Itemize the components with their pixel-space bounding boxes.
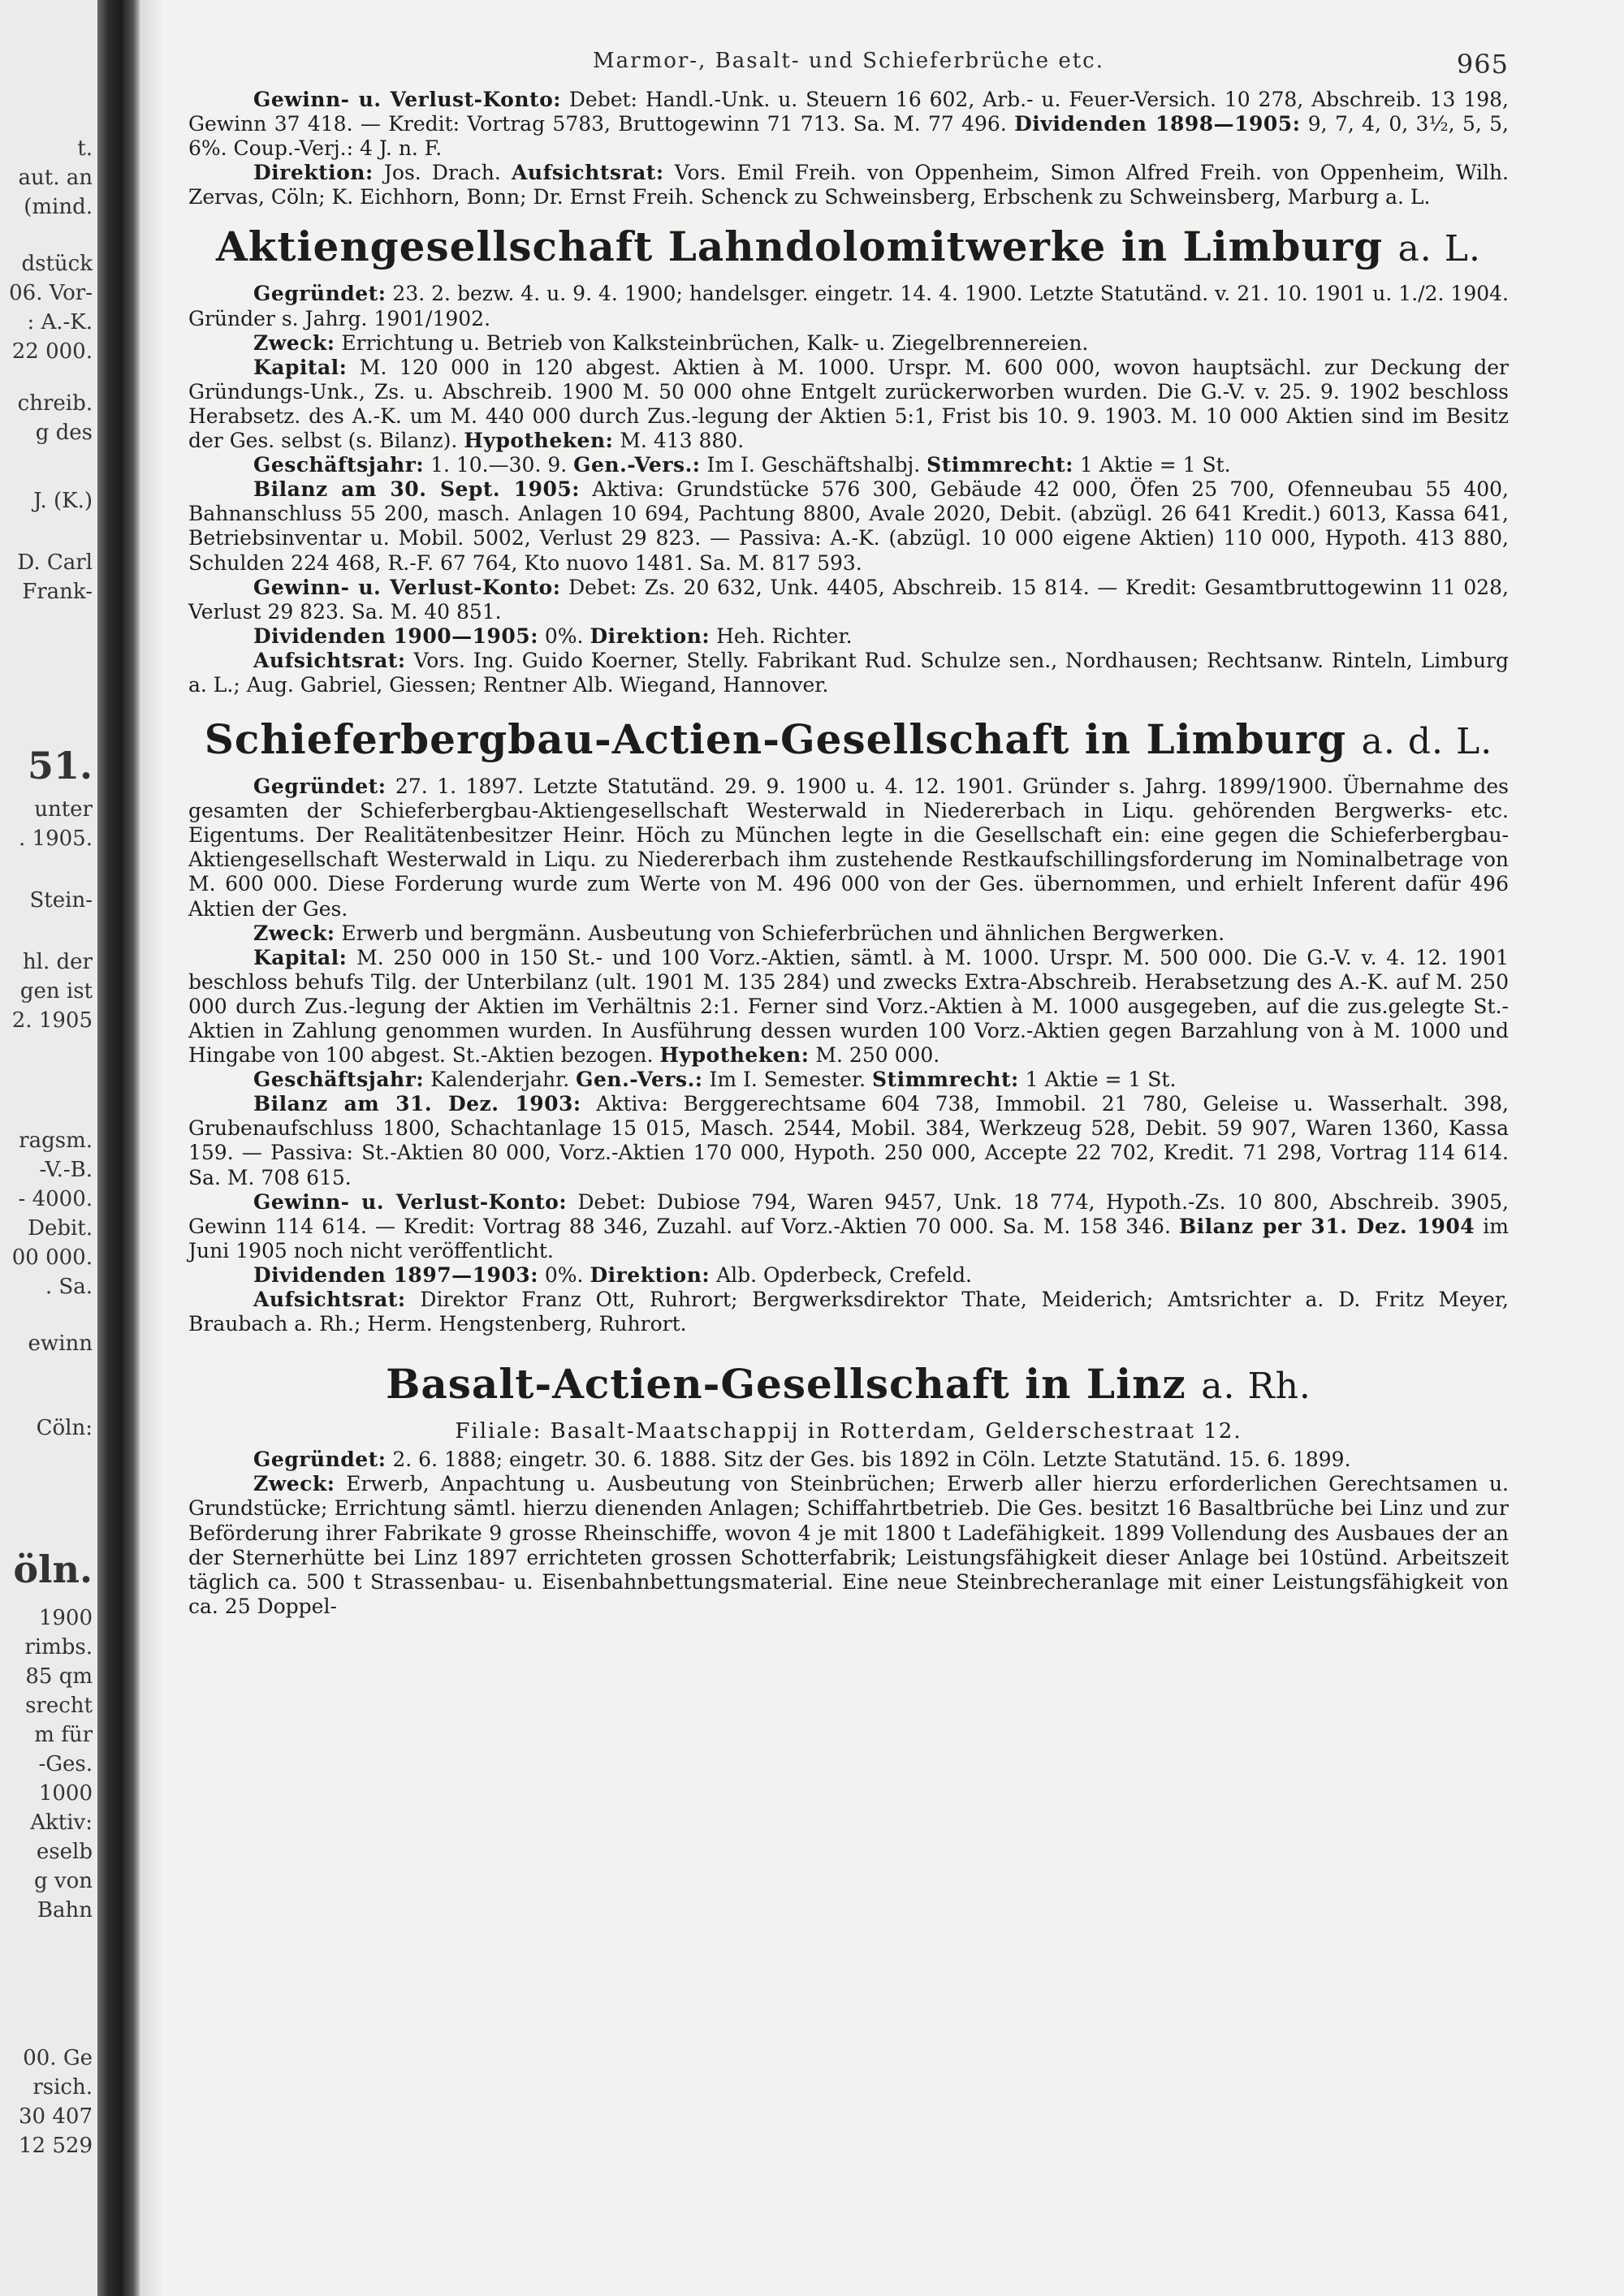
facing-page-text: 22 000. [11,339,93,364]
paragraph: Zweck: Erwerb und bergmänn. Ausbeutung von Schieferbrüchen und ähnlichen Bergwerken. [253,921,1225,945]
page-number: 965 [1456,49,1509,80]
facing-page-text: Debit. [28,1216,93,1241]
paragraph: Kapital: M. 250 000 in 150 St.- und 100 Vorz.-Aktien, sämtl. à M. 1000. Urspr. M. 500 000. Die G.-V. v. 4. 12. 1901 beschloss behufs Tilg. der Unterbilanz (ult. 1901 M. 135 284) und zwecks Extra-Abschreib. Herabsetzung des A.-K. auf M. 250 000 durch Zus.-legung der Aktien im Verhältnis 2:1. Ferner sind Vorz.-Aktien à M. 1000 ausgegeben, auf die zus.gelegte St.-Aktien in Zahlung genommen wurden. In Ausführung dessen wurden 100 Vorz.-Aktien gegen Barzahlung von à M. 1000 und Hingabe von 100 abgest. St.-Aktien bezogen. Hypotheken: M. 250 000. [188,945,1509,1068]
facing-page-text: unter [34,797,93,822]
top-block [188,88,1509,209]
facing-page-text: . Sa. [45,1275,93,1299]
paragraph: Dividenden 1897—1903: 0%. Direktion: Alb. Opderbeck, Crefeld. [253,1262,972,1287]
facing-page-text: Bahn [37,1898,93,1923]
paragraph: Geschäftsjahr: 1. 10.—30. 9. Gen.-Vers.: Im I. Geschäftshalbj. Stimmrecht: 1 Aktie = 1 St. [253,453,1231,477]
paragraph: Dividenden 1900—1905: 0%. Direktion: Heh. Richter. [253,624,853,648]
paragraph: Gegründet: 2. 6. 1888; eingetr. 30. 6. 1888. Sitz der Ges. bis 1892 in Cöln. Letzte Statutänd. 15. 6. 1899. [253,1448,1351,1472]
facing-page-text: 30 407 [19,2104,93,2129]
facing-page-text: Cöln: [36,1416,93,1440]
facing-page-text: Stein- [29,888,93,913]
section-body-lahndolomitwerke [188,282,1509,697]
section-heading-lahndolomitwerke: Aktiengesellschaft Lahndolomitwerke in Limburg a. L. [215,222,1481,271]
paragraph: Kapital: M. 120 000 in 120 abgest. Aktien à M. 1000. Urspr. M. 600 000, wovon hauptsächl. zur Deckung der Gründungs-Unk., Zs. u. Abschreib. 1900 M. 50 000 ohne Entgelt zurückerworben wurden. Die G.-V. v. 25. 9. 1902 beschloss Herabsetz. des A.-K. um M. 440 000 durch Zus.-legung der Aktien 5:1, Frist bis 10. 9. 1903. M. 10 000 Aktien sind im Besitz der Ges. selbst (s. Bilanz). Hypotheken: M. 413 880. [188,355,1509,453]
facing-page-text: - 4000. [18,1187,93,1211]
facing-page-text: (mind. [24,195,93,219]
running-head [188,49,1509,88]
facing-page-text: ewinn [28,1331,93,1356]
facing-page-text: 1000 [38,1781,93,1806]
paragraph: Bilanz am 30. Sept. 1905: Aktiva: Grundstücke 576 300, Gebäude 42 000, Öfen 25 700, Ofenneubau 55 400, Bahnanschluss 55 200, masch. Anlagen 10 694, Pachtung 8800, Avale 2020, Debit. (abzügl. 26 641 Kredit.) 6013, Kassa 641, Betriebsinventar u. Mobil. 5002, Verlust 29 823. — Passiva: A.-K. (abzügl. 10 000 eigene Aktien) 110 000, Hypoth. 413 880, Schulden 224 468, R.-F. 67 764, Kto nuovo 1481. Sa. M. 817 593. [188,477,1510,575]
paragraph: Gewinn- u. Verlust-Konto: Debet: Handl.-Unk. u. Steuern 16 602, Arb.- u. Feuer-Versich. 10 278, Abschreib. 13 198, Gewinn 37 418. — Kredit: Vortrag 5783, Bruttogewinn 71 713. Sa. M. 77 496. Dividenden 1898—1905: 9, 7, 4, 0, 3½, 5, 5, 6%. Coup.-Verj.: 4 J. n. F. [188,88,1509,161]
book-gutter [97,0,140,2296]
facing-page-text: 2. 1905 [11,1008,93,1033]
section-body-schieferbergbau [188,775,1509,1336]
facing-page-text: rimbs. [24,1635,93,1659]
facing-page-text: rsich. [32,2075,93,2100]
facing-page-text: aut. an [18,166,93,190]
paragraph: Gewinn- u. Verlust-Konto: Debet: Zs. 20 632, Unk. 4405, Abschreib. 15 814. — Kredit: Gesamtbruttogewinn 11 028, Verlust 29 823. Sa. M. 40 851. [188,575,1509,624]
facing-page-text: J. (K.) [33,489,93,513]
facing-page-fragment [0,0,97,2296]
facing-page-text: 85 qm [25,1664,93,1689]
paragraph: Direktion: Jos. Drach. Aufsichtsrat: Vors. Emil Freih. von Oppenheim, Simon Alfred Freih. von Oppenheim, Wilh. Zervas, Cöln; K. Eichhorn, Bonn; Dr. Ernst Freih. Schenck zu Schweinsberg, Erbschenk zu Schweinsberg, Marburg a. L. [188,161,1509,209]
facing-page-text: 51. [27,744,93,788]
facing-page-text: t. [77,136,93,161]
running-title: Marmor-, Basalt- und Schieferbrüche etc. [593,49,1104,73]
facing-page-text: 12 529 [19,2134,93,2158]
paragraph: Zweck: Errichtung u. Betrieb von Kalksteinbrüchen, Kalk- u. Ziegelbrennereien. [253,330,1089,355]
section-heading-schieferbergbau: Schieferbergbau-Actien-Gesellschaft in Limburg a. d. L. [204,715,1493,764]
facing-page-text: eselb [36,1840,93,1864]
paragraph: Zweck: Erwerb, Anpachtung u. Ausbeutung von Steinbrüchen; Erwerb aller hierzu erforderlichen Gerechtsamen u. Grundstücke; Errichtung sämtl. hierzu dienenden Anlagen; Schiffahrtbetrieb. Die Ges. besitzt 16 Basaltbrüche bei Linz und zur Beförderung ihrer Fabrikate 9 grosse Rheinschiffe, wovon 4 je mit 1800 t Ladefähigkeit. 1899 Vollendung des Ausbaues der an der Sternerhütte bei Linz 1897 errichteten grossen Schotterfabrik; Leistungsfähigkeit dieser Anlage bei 10stünd. Arbeitszeit täglich ca. 500 t Strassenbau- u. Eisenbahnbettungsmaterial. Eine neue Steinbrecheranlage mit einer Leistungsfähigkeit von ca. 25 Doppel- [188,1472,1509,1618]
facing-page-text: : A.-K. [27,310,93,334]
paragraph: Gegründet: 27. 1. 1897. Letzte Statutänd. 29. 9. 1900 u. 4. 12. 1901. Gründer s. Jahrg. 1899/1900. Übernahme des gesamten der Schieferbergbau-Aktiengesellschaft Westerwald in Niedererbach in Liqu. gehörenden Bergwerks- etc. Eigentums. Der Realitätenbesitzer Heinr. Höch zu München legte in die Gesellschaft ein: eine gegen die Schieferbergbau-Aktiengesellschaft Westerwald in Liqu. zu Niedererbach ihm zustehende Restkaufschillingsforderung im Nominalbetrage von M. 600 000. Diese Forderung wurde zum Werte von M. 496 000 von der Ges. übernommen, und erhielt Inferent dafür 496 Aktien der Ges. [188,775,1509,921]
facing-page-text: g des [35,421,93,445]
gutter-shadow [140,0,164,2296]
facing-page-text: g von [34,1869,93,1893]
facing-page-text: Frank- [22,580,93,604]
facing-page-text: ragsm. [19,1129,93,1153]
section-body-basalt-linz [188,1448,1509,1619]
facing-page-text: hl. der [22,950,93,974]
paragraph: Aufsichtsrat: Direktor Franz Ott, Ruhrort; Bergwerksdirektor Thate, Meiderich; Amtsrichter a. D. Fritz Meyer, Braubach a. Rh.; Herm. Hengstenberg, Ruhrort. [188,1288,1509,1336]
section-heading-basalt-linz: Basalt-Actien-Gesellschaft in Linz a. Rh. [386,1360,1311,1409]
facing-page-text: Aktiv: [30,1810,93,1835]
facing-page-text: 00 000. [11,1245,93,1270]
facing-page-text: -Ges. [38,1752,93,1776]
facing-page-text: srecht [25,1694,93,1718]
facing-page-text: öln. [13,1547,93,1591]
facing-page-text: D. Carl [17,550,93,575]
paragraph: Gewinn- u. Verlust-Konto: Debet: Dubiose 794, Waren 9457, Unk. 18 774, Hypoth.-Zs. 10 800, Abschreib. 3905, Gewinn 114 614. — Kredit: Vortrag 88 346, Zuzahl. auf Vorz.-Aktien 70 000. Sa. M. 158 346. Bilanz per 31. Dez. 1904 im Juni 1905 noch nicht veröffentlicht. [188,1189,1509,1262]
section-subtitle-basalt-linz: Filiale: Basalt-Maatschappij in Rotterdam, Gelderschestraat 12. [455,1419,1242,1444]
facing-page-text: gen ist [19,979,93,1003]
facing-page-text: . 1905. [19,826,93,851]
paragraph: Bilanz am 31. Dez. 1903: Aktiva: Berggerechtsame 604 738, Immobil. 21 780, Geleise u. Wasserhalt. 398, Grubenaufschluss 1800, Schachtanlage 15 015, Masch. 2544, Mobil. 384, Werkzeug 528, Debit. 59 907, Waren 1360, Kassa 159. — Passiva: St.-Aktien 80 000, Vorz.-Aktien 170 000, Hypoth. 250 000, Accepte 22 702, Kredit. 71 298, Vortrag 114 614. Sa. M. 708 615. [188,1092,1510,1189]
paragraph: Gegründet: 23. 2. bezw. 4. u. 9. 4. 1900; handelsger. eingetr. 14. 4. 1900. Letzte Statutänd. v. 21. 10. 1901 u. 1./2. 1904. Gründer s. Jahrg. 1901/1902. [188,282,1509,330]
page-content [188,49,1509,1619]
facing-page-text: dstück [21,252,93,276]
paragraph: Aufsichtsrat: Vors. Ing. Guido Koerner, Stelly. Fabrikant Rud. Schulze sen., Nordhausen; Rechtsanw. Rinteln, Limburg a. L.; Aug. Gabriel, Giessen; Rentner Alb. Wiegand, Hannover. [188,648,1509,697]
facing-page-text: 00. Ge [23,2046,93,2070]
paragraph: Geschäftsjahr: Kalenderjahr. Gen.-Vers.: Im I. Semester. Stimmrecht: 1 Aktie = 1 St. [253,1068,1177,1092]
facing-page-text: 1900 [38,1606,93,1630]
facing-page-text: m für [34,1723,93,1747]
facing-page-text: 06. Vor- [9,281,93,305]
facing-page-text: chreib. [17,391,93,416]
facing-page-text: -V.-B. [39,1158,93,1182]
